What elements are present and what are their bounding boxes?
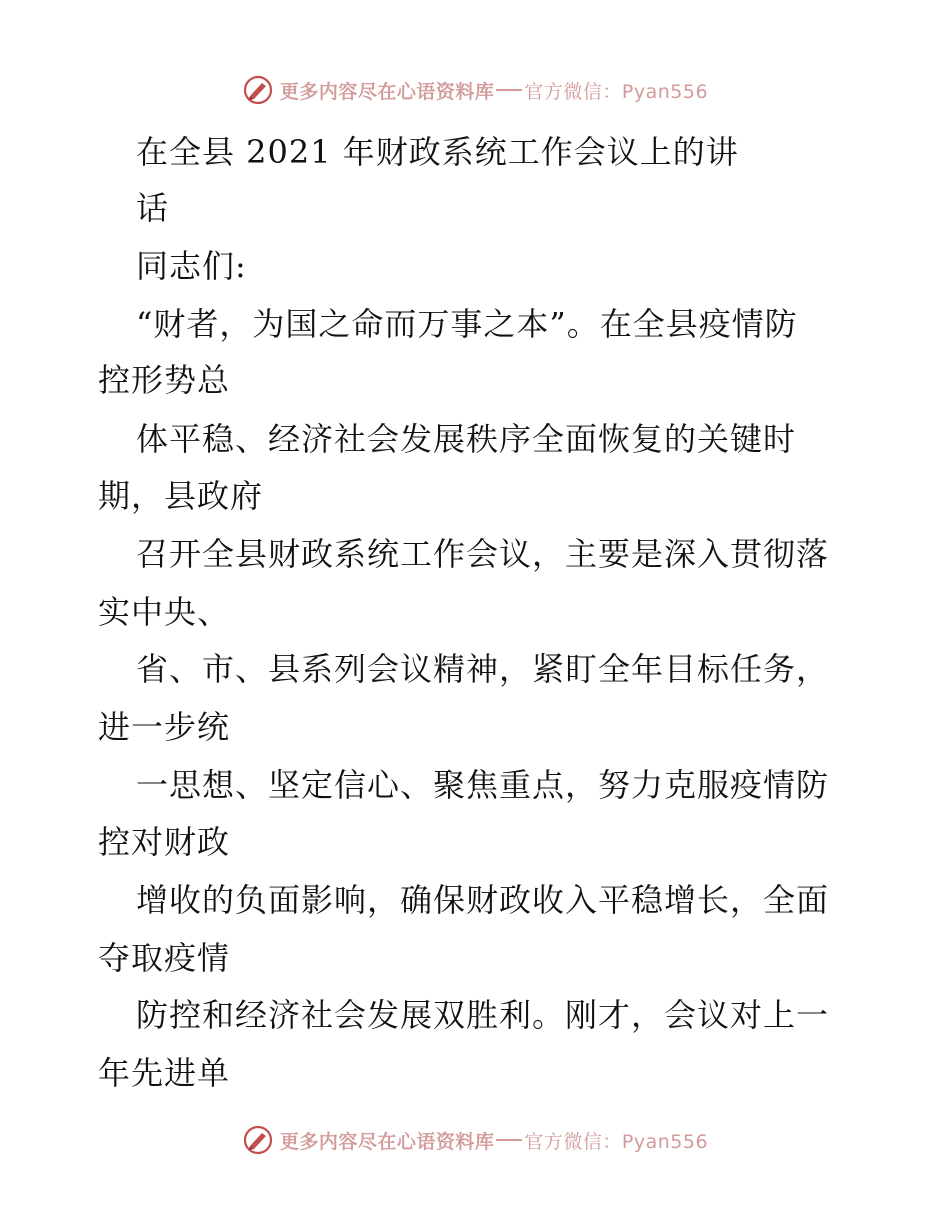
footer-promo-text: 更多内容尽在心语资料库 <box>279 1130 495 1153</box>
doc-line: 年先进单 <box>98 1054 231 1092</box>
doc-line: 体平稳、经济社会发展秩序全面恢复的关键时 <box>136 420 797 458</box>
doc-line: 同志们: <box>136 247 247 285</box>
doc-line: 召开全县财政系统工作会议，主要是深入贯彻落 <box>136 535 830 573</box>
doc-line: 防控和经济社会发展双胜利。刚才，会议对上一 <box>136 996 830 1034</box>
doc-line: 夺取疫情 <box>98 939 231 977</box>
doc-line: 话 <box>136 189 170 227</box>
header-watermark <box>0 70 950 110</box>
pen-circle-logo-icon <box>242 74 274 106</box>
doc-line: “财者，为国之命而万事之本”。在全县疫情防 <box>136 305 798 343</box>
header-promo-text: 更多内容尽在心语资料库 <box>279 80 495 103</box>
doc-line: 控形势总 <box>98 361 231 399</box>
header-dash <box>496 89 522 91</box>
pen-circle-logo-icon <box>242 1124 274 1156</box>
doc-line: 省、市、县系列会议精神，紧盯全年目标任务， <box>136 650 830 688</box>
doc-line: 期，县政府 <box>98 477 264 515</box>
doc-line: 增收的负面影响，确保财政收入平稳增长，全面 <box>136 881 830 919</box>
footer-dash <box>496 1139 522 1141</box>
footer-watermark <box>0 1120 950 1160</box>
footer-wechat-text: 官方微信：Pyan556 <box>524 1130 709 1153</box>
doc-line: 进一步统 <box>98 708 231 746</box>
doc-line: 在全县 2021 年财政系统工作会议上的讲 <box>136 133 739 171</box>
doc-line: 一思想、坚定信心、聚焦重点，努力克服疫情防 <box>136 766 830 804</box>
header-wechat-text: 官方微信：Pyan556 <box>524 80 709 103</box>
doc-line: 控对财政 <box>98 823 231 861</box>
doc-line: 实中央、 <box>98 593 231 631</box>
